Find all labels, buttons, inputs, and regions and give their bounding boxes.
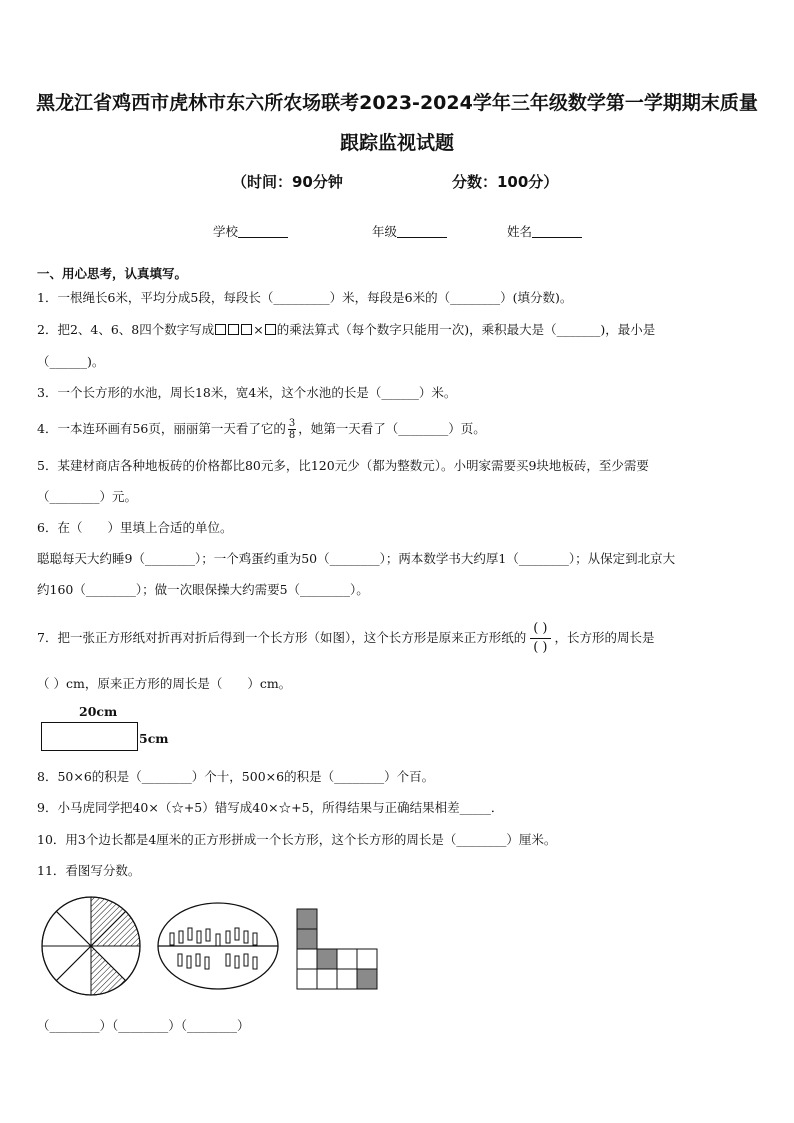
circle-sector (56, 897, 91, 946)
question-6-line2: 聪聪每天大约睡9（________）；一个鸡蛋约重为50（________）；两本数学书大约厚1（________）；从保定到北京大 (37, 551, 676, 566)
grade-field[interactable] (372, 222, 447, 240)
grid-cell (357, 969, 377, 989)
oval-bar (235, 956, 239, 968)
question-7: 7．把一张正方形纸对折再对折后得到一个长方形（如图），这个长方形是原来正方形纸的 $\frac{( )}{( )}$ ，长方形的周长是 (37, 621, 655, 655)
school-field[interactable] (213, 222, 288, 240)
grid-cell (357, 949, 377, 969)
oval-bar (244, 954, 248, 966)
oval-bars-figure (156, 901, 280, 991)
oval-bar (253, 933, 257, 945)
rectangle-figure (41, 722, 138, 751)
oval-bar (187, 956, 191, 968)
grid-cell (297, 929, 317, 949)
oval-bar (170, 933, 174, 945)
oval-bar (188, 928, 192, 940)
name-field[interactable] (507, 222, 582, 240)
grid-cell (297, 969, 317, 989)
digit-boxes (214, 314, 253, 346)
oval-bar (216, 934, 220, 946)
oval-bar (205, 957, 209, 969)
school-label: 学校 (213, 224, 239, 239)
grade-blank[interactable] (397, 225, 447, 238)
question-4: 4．一本连环画有56页，丽丽第一天看了它的 $\frac{3}{8}$ ，她第一天看了（________）页。 (37, 418, 486, 441)
oval-bar (196, 954, 200, 966)
digit-box (265, 324, 276, 335)
grid-cell (317, 969, 337, 989)
grid-cell (337, 969, 357, 989)
question-2-cont: （______)。 (37, 354, 105, 369)
question-9: 9．小马虎同学把40×（☆+5）错写成40×☆+5，所得结果与正确结果相差_____． (37, 800, 504, 815)
question-2: 2．把2、4、6、8四个数字写成 × 的乘法算式（每个数字只能用一次)，乘积最大是（_______)，最小是 (37, 314, 762, 346)
oval-bar (226, 954, 230, 966)
section-heading: 一、用心思考，认真填写。 (37, 266, 188, 281)
circle-sector (91, 946, 126, 995)
name-label: 姓名 (507, 224, 533, 239)
oval-bar (226, 931, 230, 943)
oval-bar (235, 928, 239, 940)
blank-fraction[interactable]: $\frac{( )}{( )}$ (530, 620, 550, 657)
page-title-line1: 黑龙江省鸡西市虎林市东六所农场联考2023-2024学年三年级数学第一学期期末质量 (36, 92, 758, 114)
question-11-answers[interactable]: （________）（________）（________） (37, 1018, 250, 1033)
exam-score: 分数：100分） (452, 173, 559, 191)
name-blank[interactable] (532, 225, 582, 238)
school-blank[interactable] (238, 225, 288, 238)
oval-bar (244, 931, 248, 943)
question-1: 1．一根绳长6米，平均分成5段，每段长（_________）米，每段是6米的（________）(填分数)。 (37, 290, 573, 305)
question-7-cont: （ ）cm，原来正方形的周长是（ ）cm。 (37, 676, 292, 691)
grid-cell (297, 909, 317, 929)
question-10: 10．用3个边长都是4厘米的正方形拼成一个长方形，这个长方形的周长是（________）厘米。 (37, 832, 557, 847)
grid-cell (337, 949, 357, 969)
circle-sector (56, 946, 91, 995)
circle-fraction-figure (40, 895, 142, 997)
question-8: 8．50×6的积是（________）个十，500×6的积是（________）个百。 (37, 769, 435, 784)
question-6-line3: 约160（________）；做一次眼保操大约需要5（________）。 (37, 582, 369, 597)
grade-label: 年级 (372, 224, 398, 239)
circle-sector (42, 911, 91, 946)
question-5-cont: （________）元。 (37, 489, 138, 504)
question-3: 3．一个长方形的水池，周长18米，宽4米，这个水池的长是（______）米。 (37, 385, 457, 400)
oval-bar (253, 957, 257, 969)
question-6: 6．在（ ）里填上合适的单位。 (37, 520, 233, 535)
grid-cell (317, 949, 337, 969)
grid-cell (297, 949, 317, 969)
oval-bar (197, 931, 201, 943)
question-11: 11．看图写分数。 (37, 863, 141, 878)
question-5: 5．某建材商店各种地板砖的价格都比80元多，比120元少（都为整数元）。小明家需要买9块地板砖，至少需要 (37, 458, 649, 473)
grid-fraction-figure (296, 908, 378, 990)
oval-bar (178, 954, 182, 966)
rect-width-label: 20cm (79, 704, 118, 719)
fraction-three-eighths: $\frac{3}{8}$ (288, 418, 296, 441)
oval-bar (206, 929, 210, 941)
exam-time: （时间：90分钟 (232, 173, 343, 191)
page-title-line2: 跟踪监视试题 (339, 132, 454, 154)
rect-height-label: 5cm (139, 731, 169, 746)
circle-sector (42, 946, 91, 981)
oval-bar (179, 931, 183, 943)
